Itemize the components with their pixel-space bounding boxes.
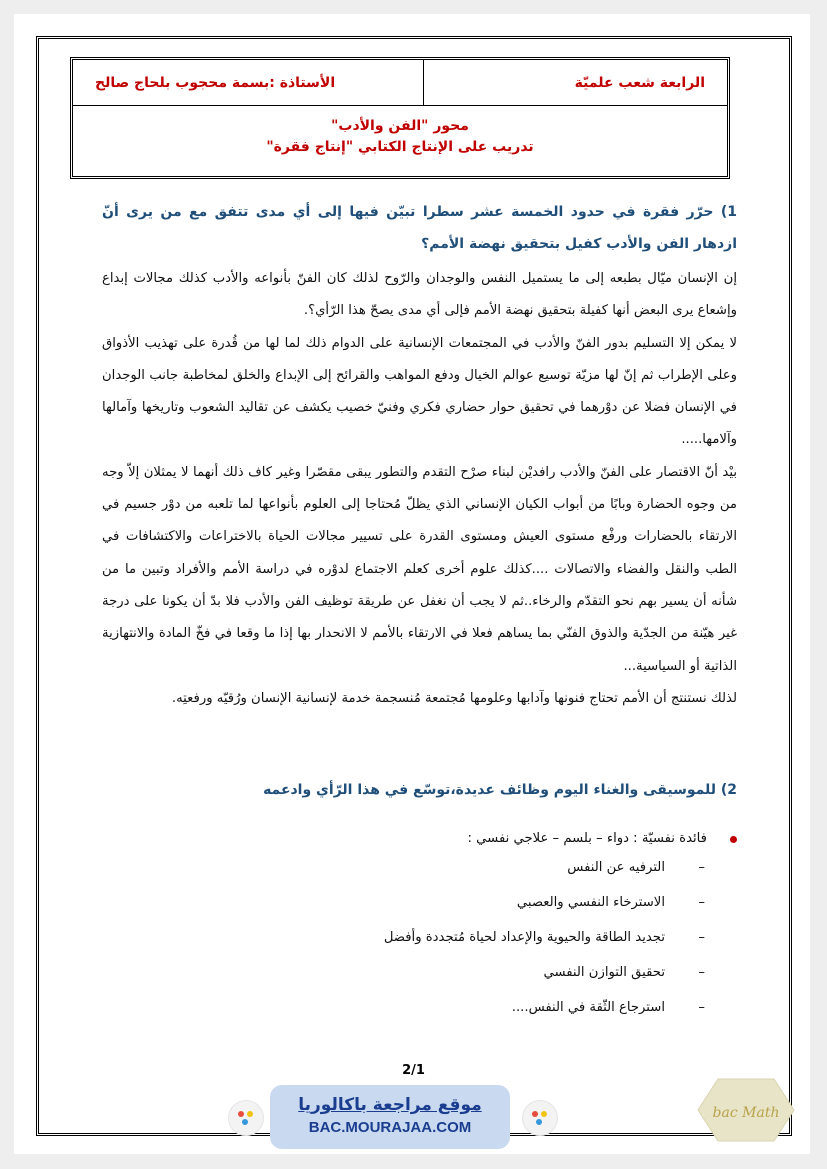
header-title <box>73 116 727 158</box>
main-content <box>102 196 737 715</box>
axis-title: محور "الفن والأدب" <box>331 118 469 134</box>
question-1: 1) حرّر فقرة في حدود الخمسة عشر سطرا تبيّن فيها إلى أي مدى تتفق مع من يرى أنّ ازدهار الفن والأدب كفيل بتحقيق نهضة الأمم؟ <box>102 204 737 252</box>
site-url[interactable]: BAC.MOURAJAA.COM <box>308 1119 472 1136</box>
site-banner-link[interactable] <box>270 1085 510 1149</box>
bullet-icon <box>730 836 737 843</box>
class-level: الرابعة شعب علميّة <box>574 74 705 91</box>
dash-icon: – <box>698 1000 705 1015</box>
answer-2-list <box>102 828 737 1025</box>
bacmath-logo <box>696 1077 796 1143</box>
dash-icon: – <box>698 860 705 875</box>
site-arabic-name[interactable]: موقع مراجعة باكالوريا <box>298 1095 482 1115</box>
list-item: – الاسترخاء النفسي والعصبي <box>102 885 737 920</box>
dash-icon: – <box>698 930 705 945</box>
list-item: – الترفيه عن النفس <box>102 850 737 885</box>
teacher-name: الأستاذة :بسمة محجوب بلحاج صالح <box>95 74 336 91</box>
list-item: – تجديد الطاقة والحيوية والإعداد لحياة مُتجددة وأفضل <box>102 920 737 955</box>
main-item-text: فائدة نفسيّة : دواء – بلسم – علاجي نفسي : <box>467 831 707 846</box>
header-box <box>70 57 730 179</box>
answer-conclusion: لذلك نستنتج أن الأمم تحتاج فنونها وآدابها وعلومها مُجتمعة مُنسجمة خدمة لإنسانية الإنسان ورُقيّه ورفعتِه. <box>171 690 737 706</box>
list-item: – تحقيق التوازن النفسي <box>102 955 737 990</box>
dash-icon: – <box>698 965 705 980</box>
bacmath-logo-text: bac Math <box>712 1105 780 1121</box>
site-logo-left <box>228 1100 264 1136</box>
list-main-item <box>102 828 737 850</box>
dash-icon: – <box>698 895 705 910</box>
header-top-row <box>73 60 727 106</box>
question-2: 2) للموسيقى والغناء اليوم وظائف عديدة،توسّع في هذا الرّأي وادعمه <box>263 782 737 798</box>
site-logo-right <box>522 1100 558 1136</box>
page-number: 2/1 <box>402 1063 425 1078</box>
header-divider <box>423 60 424 106</box>
answer-thesis: لا يمكن إلا التسليم بدور الفنّ والأدب في المجتمعات الإنسانية على الدوام ذلك لما لها من قُدرة على تهذيب الأذواق وعلى الإطراب ثم إنّ لها مزيّة توسيع عوالم الخيال ودفع المواهب والقرائح إلى الإبداع والخلق لمخاطبة جانب الوجدان في الإنسان فضلا عن دوْرهما في تحقيق حوار حضاري فكري وفنيّ خصيب يكشف عن تقاليد الشعوب وتاريخها وآمالها وآلامها..... <box>102 335 737 448</box>
answer-intro: إن الإنسان ميّال بطبعه إلى ما يستميل النفس والوجدان والرّوح لذلك كان الفنّ بأنواعه والأدب كذلك مجالات إبداع وإشعاع يرى البعض أنها كفيلة بتحقيق نهضة الأمم فإلى أي مدى يصحّ هذا الرّأي؟. <box>102 271 737 319</box>
training-title: تدريب على الإنتاج الكتابي "إنتاج فقرة" <box>266 139 534 155</box>
answer-antithesis: بيْد أنّ الاقتصار على الفنّ والأدب رافديْن لبناء صرْح التقدم والتطور يبقى مقصّرا وغير كاف ذلك أنهما لا يمثلان إلاّ وجه من وجوه الحضارة وبابًا من أبواب الكيان الإنساني الذي يظلّ مُحتاجا إلى العلوم بأنواعها لما تلعبه من دوْر جسيم في الارتقاء بالحضارات ورفْع مستوى العيش ومستوى القدرة على تسيير مجالات الحياة بالاختراعات والاكتشافات في الطب والنقل والفضاء والاتصالات ....كذلك علوم أخرى كعلم الاجتماع لدوْره في دراسة الأمم والأفراد وتبين ما من شأنه أن يسير بهم نحو التقدّم والرخاء..ثم لا يجب أن نغفل عن طريقة توظيف الفن والأدب فلا بدّ أن يكونا على درجة غير هيّنة من الجدّية والذوق الفنّي بما يساهم فعلا في الارتقاء بالأمم لا الانحدار بها إذا ما وقعا في فخّ المادة والانتهازية الذاتية أو السياسية... <box>102 464 737 674</box>
list-item: – استرجاع الثّقة في النفس.... <box>102 990 737 1025</box>
